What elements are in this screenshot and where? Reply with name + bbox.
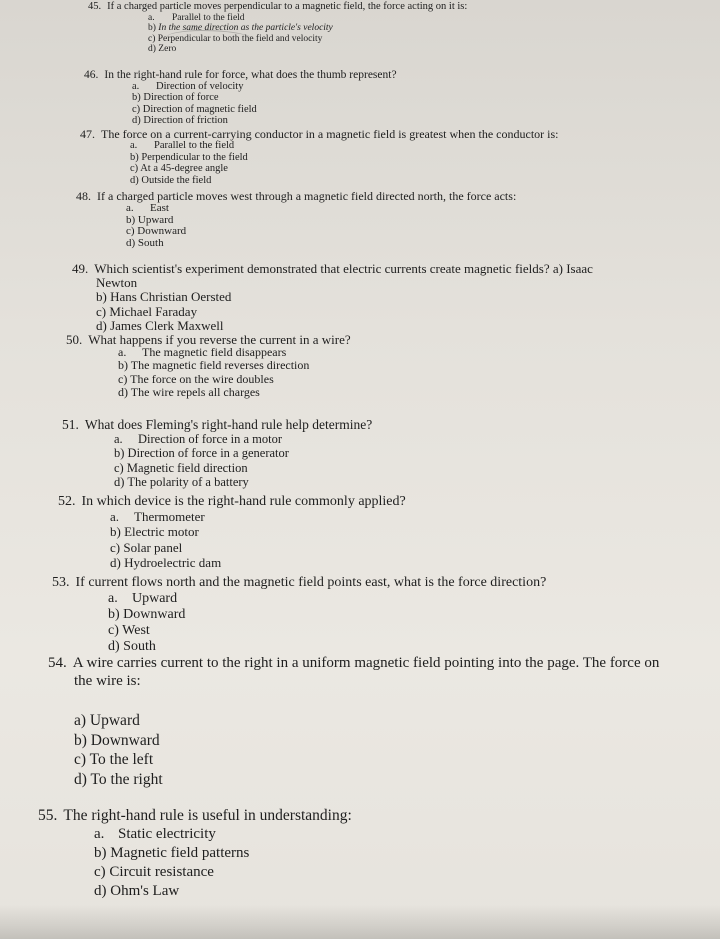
option-d: d) To the right	[74, 770, 163, 788]
question-55	[38, 806, 352, 901]
option-a: a. Upward	[108, 591, 178, 606]
option-d: d) South	[126, 237, 164, 250]
question-48	[76, 191, 516, 250]
question-stem: 51. What does Fleming's right-hand rule help determine?	[62, 417, 373, 432]
question-49	[72, 262, 593, 334]
question-text: If a charged particle moves perpendicular to a magnetic field, the force acting on it is:	[107, 1, 468, 12]
option-c: c) Magnetic field direction	[114, 460, 248, 475]
question-53	[52, 575, 546, 655]
option-d: d) South	[108, 639, 156, 654]
option-b: b) Perpendicular to the field	[130, 151, 248, 163]
option-b: b) Magnetic field patterns	[94, 845, 250, 861]
question-stem: 53. If current flows north and the magnetic field points east, what is the force direction?	[52, 575, 547, 590]
option-a: a. Direction of velocity	[132, 81, 244, 93]
question-stem: 49. Which scientist's experiment demonstrated that electric currents create magnetic fields? a) Isaac	[72, 261, 593, 276]
option-d: d) James Clerk Maxwell	[96, 318, 224, 333]
option-a: a. Static electricity	[94, 826, 216, 842]
option-d: d) The wire repels all charges	[118, 384, 260, 399]
question-stem: 48. If a charged particle moves west through a magnetic field directed north, the force acts:	[76, 189, 517, 203]
question-stem: 46. In the right-hand rule for force, what does the thumb represent?	[84, 69, 397, 81]
option-c: c) Michael Faraday	[96, 303, 198, 319]
option-b: b) Upward	[126, 213, 174, 226]
option-c: c) West	[108, 623, 150, 638]
question-continuation: Newton	[96, 275, 138, 290]
question-52	[58, 494, 406, 570]
option-c: c) At a 45-degree angle	[130, 163, 228, 175]
option-b: b) Downward	[74, 731, 160, 749]
option-d: d) Direction of friction	[132, 114, 228, 126]
question-stem: 54. A wire carries current to the right in a uniform magnetic field pointing into the page. The force on	[48, 655, 660, 671]
question-47	[80, 129, 558, 186]
option-d: d) Outside the field	[130, 174, 212, 186]
option-a: a. The magnetic field disappears	[118, 345, 287, 360]
option-b: b) Direction of force in a generator	[114, 446, 289, 461]
question-stem: 47. The force on a current-carrying conductor in a magnetic field is greatest when the conductor is:	[80, 127, 559, 141]
question-stem	[88, 2, 467, 13]
question-54	[48, 655, 659, 789]
question-number: 45.	[88, 1, 102, 12]
option-d: d) Zero	[148, 44, 177, 55]
option-b: b) Electric motor	[110, 524, 199, 540]
paper-edge-shadow	[0, 905, 720, 939]
option-b: b) Direction of force	[132, 92, 219, 104]
option-c: c) Perpendicular to both the field and velocity	[148, 33, 323, 44]
question-stem: 50. What happens if you reverse the current in a wire?	[66, 332, 351, 347]
option-d: d) Ohm's Law	[94, 883, 180, 899]
option-a: a. Thermometer	[110, 509, 205, 525]
option-b: b) The magnetic field reverses direction	[118, 358, 310, 373]
question-50	[66, 333, 351, 399]
question-stem: 52. In which device is the right-hand rule commonly applied?	[58, 494, 406, 509]
option-a: a. Parallel to the field	[130, 140, 235, 152]
option-c: c) Downward	[126, 225, 187, 238]
option-a: a. Direction of force in a motor	[114, 432, 283, 447]
question-51	[62, 418, 372, 489]
option-c: c) Direction of magnetic field	[132, 103, 257, 115]
question-46	[84, 70, 397, 126]
option-c: c) To the left	[74, 751, 154, 768]
question-45	[88, 2, 467, 55]
option-a: a. Parallel to the field	[148, 12, 245, 23]
option-b: b) In the same direction as the particle's velocity	[148, 23, 333, 34]
option-c: c) Circuit resistance	[94, 864, 214, 880]
option-a: a. East	[126, 201, 169, 214]
option-a: a) Upward	[74, 712, 140, 729]
option-d: d) Hydroelectric dam	[110, 554, 222, 570]
question-stem: 55. The right-hand rule is useful in understanding:	[38, 807, 352, 824]
option-b: b) Hans Christian Oersted	[96, 289, 232, 304]
option-b: b) Downward	[108, 607, 186, 622]
option-c: c) The force on the wire doubles	[118, 371, 274, 386]
option-c: c) Solar panel	[110, 539, 183, 555]
option-d: d) The polarity of a battery	[114, 474, 249, 489]
question-continuation: the wire is:	[74, 672, 141, 689]
